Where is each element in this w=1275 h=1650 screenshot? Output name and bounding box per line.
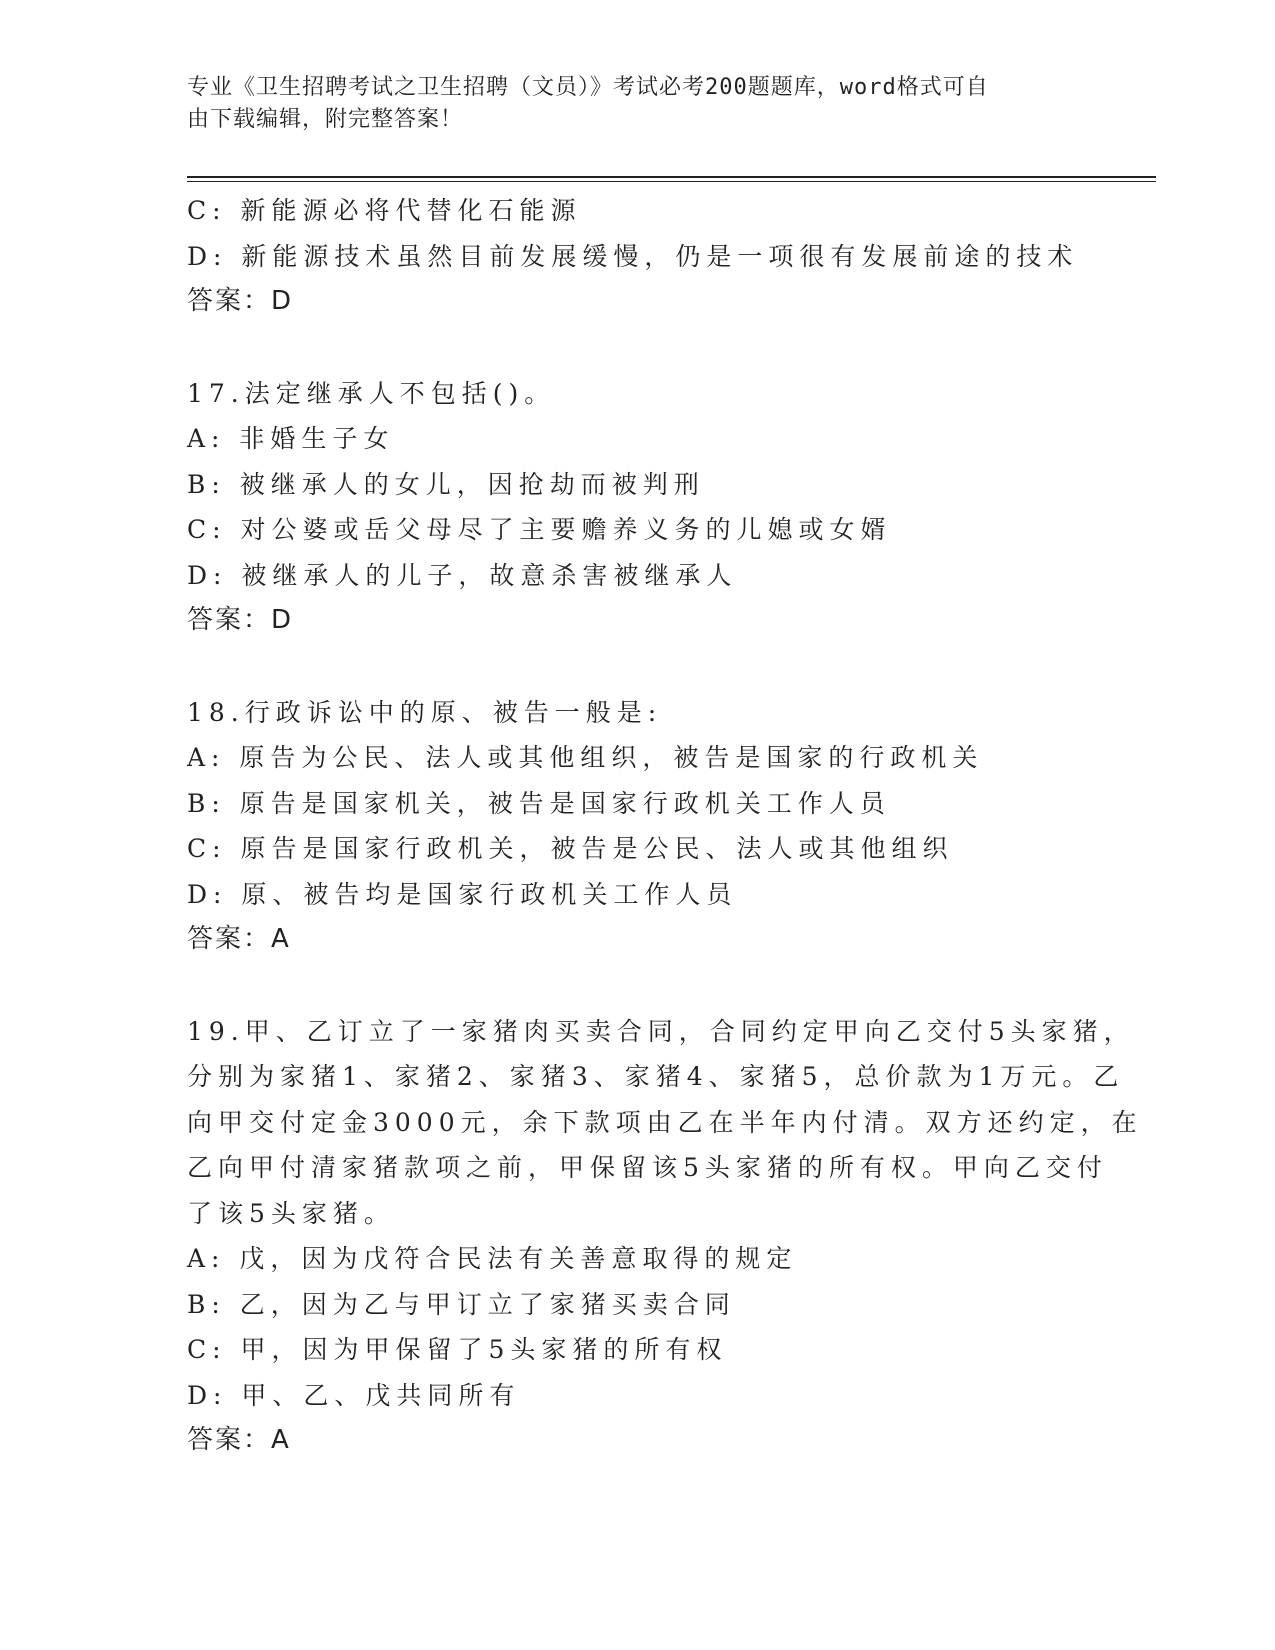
header-divider: [187, 176, 1156, 182]
divider-thin-line: [187, 181, 1156, 182]
q18-option-a: A: 原告为公民、法人或其他组织，被告是国家的行政机关: [187, 743, 984, 772]
q17-option-c: C: 对公婆或岳父母尽了主要赡养义务的儿媳或女婿: [187, 515, 892, 544]
header-line-2: 由下载编辑，附完整答案！: [187, 107, 464, 132]
question-19: [187, 1009, 1143, 1464]
q19-answer: 答案：A: [187, 1425, 291, 1455]
spacer: [187, 963, 1087, 1009]
q19-stem-line-1: 19.甲、乙订立了一家猪肉买卖合同，合同约定甲向乙交付5头家猪，: [187, 1016, 1135, 1046]
spacer: [187, 644, 1087, 690]
q19-stem-line-2: 分别为家猪1、家猪2、家猪3、家猪4、家猪5，总价款为1万元。乙: [187, 1062, 1125, 1091]
q16-option-d: D: 新能源技术虽然目前发展缓慢，仍是一项很有发展前途的技术: [187, 241, 1079, 271]
q18-stem: 18.行政诉讼中的原、被告一般是:: [187, 697, 663, 727]
q19-stem-line-4: 乙向甲付清家猪款项之前，甲保留该5头家猪的所有权。甲向乙交付: [187, 1153, 1108, 1182]
divider-thick-line: [187, 176, 1156, 178]
q17-option-a: A: 非婚生子女: [187, 424, 395, 453]
q17-answer: 答案：D: [187, 605, 294, 635]
q19-option-c: C: 甲，因为甲保留了5头家猪的所有权: [187, 1335, 728, 1364]
q18-answer: 答案：A: [187, 924, 291, 954]
q18-option-c: C: 原告是国家行政机关，被告是公民、法人或其他组织: [187, 834, 954, 863]
q17-option-b: B: 被继承人的女儿，因抢劫而被判刑: [187, 469, 705, 499]
q19-stem-line-5: 了该5头家猪。: [187, 1198, 395, 1228]
q16-answer: 答案：D: [187, 286, 294, 316]
question-17: [187, 371, 1087, 644]
q19-option-d: D: 甲、乙、戊共同所有: [187, 1380, 521, 1410]
q18-option-d: D: 原、被告均是国家行政机关工作人员: [187, 879, 738, 909]
question-16-tail: [187, 188, 1087, 325]
header-line-1: 专业《卫生招聘考试之卫生招聘（文员）》考试必考200题题库，word格式可自: [187, 75, 989, 100]
question-content: [187, 188, 1143, 1464]
question-18: [187, 690, 1087, 963]
q19-option-b: B: 乙，因为乙与甲订立了家猪买卖合同: [187, 1289, 736, 1319]
q18-option-b: B: 原告是国家机关，被告是国家行政机关工作人员: [187, 788, 891, 818]
spacer: [187, 325, 1087, 371]
q17-stem: 17.法定继承人不包括()。: [187, 378, 556, 408]
q19-option-a: A: 戊，因为戊符合民法有关善意取得的规定: [187, 1244, 798, 1273]
q16-option-c: C: 新能源必将代替化石能源: [187, 196, 582, 225]
document-header: [187, 72, 1087, 136]
q17-option-d: D: 被继承人的儿子，故意杀害被继承人: [187, 560, 738, 590]
q19-stem-line-3: 向甲交付定金3000元，余下款项由乙在半年内付清。双方还约定，在: [187, 1107, 1143, 1137]
